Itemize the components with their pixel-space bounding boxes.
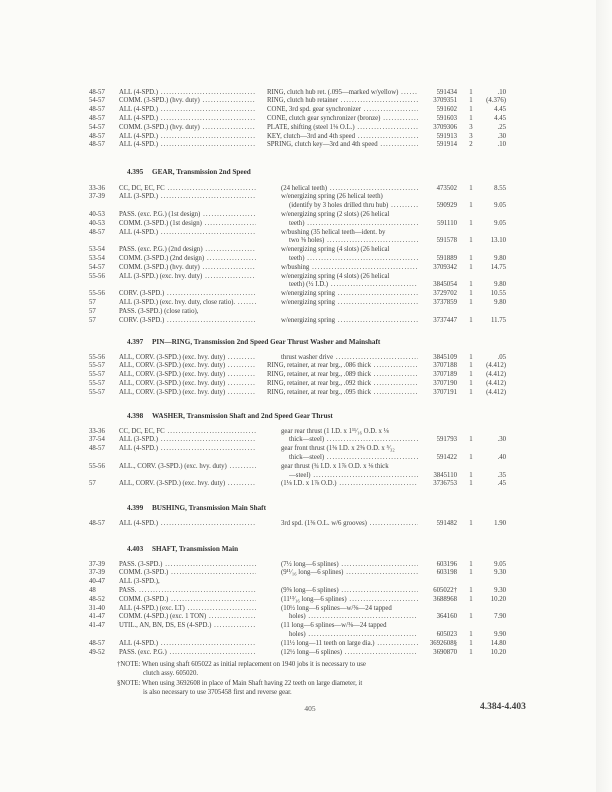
part-row bbox=[0, 577, 612, 586]
model-years: 54-57 bbox=[89, 123, 105, 131]
part-description: (12½ long—6 splines) ..... bbox=[281, 648, 418, 657]
part-description: CONE, 3rd spd. gear synchronizer ..... bbox=[267, 105, 418, 114]
part-number: 364160 bbox=[436, 613, 457, 621]
model-applicability: CC, DC, EC, FC ..... bbox=[119, 184, 256, 193]
part-description: KEY, clutch—3rd and 4th speed ..... bbox=[267, 132, 418, 141]
part-number: 591914 bbox=[436, 141, 457, 149]
part-row bbox=[0, 612, 612, 621]
part-description: (11 long—6 splines—w/⅜—24 tapped bbox=[281, 622, 387, 630]
model-years: 48-57 bbox=[89, 519, 105, 527]
part-row bbox=[0, 586, 612, 595]
model-applicability: ALL (4-SPD.) ..... bbox=[119, 114, 256, 123]
part-number: 605023 bbox=[436, 630, 457, 638]
price: (4.412) bbox=[486, 388, 506, 396]
model-years: 37-54 bbox=[89, 436, 105, 444]
model-years: 49-52 bbox=[89, 648, 105, 656]
part-description: (10½ long—6 splines—w/⅜—24 tapped bbox=[281, 604, 392, 612]
quantity: 1 bbox=[469, 254, 473, 262]
price: .05 bbox=[497, 353, 506, 361]
page-number: 405 bbox=[304, 704, 316, 713]
model-applicability: PASS. (exc. P.G.) (1st design) ..... bbox=[119, 210, 256, 219]
part-row bbox=[0, 123, 612, 132]
model-applicability: COMM. (3-SPD.) (hvy. duty) ..... bbox=[119, 123, 256, 132]
part-description: gear thrust (¾ I.D. x 1⅞ O.D. x ⅛ thick bbox=[281, 462, 389, 470]
part-description: thrust washer drive ..... bbox=[281, 353, 418, 362]
part-row bbox=[0, 210, 612, 219]
model-years: 53-54 bbox=[89, 254, 105, 262]
model-applicability: ALL (3-SPD.) ..... bbox=[119, 192, 256, 201]
part-number: 591602 bbox=[436, 106, 457, 114]
model-applicability: PASS. (exc. P.G.) (2nd design) ..... bbox=[119, 245, 256, 254]
part-row bbox=[0, 444, 612, 453]
part-description: holes) ..... bbox=[289, 630, 418, 639]
model-applicability: ALL, CORV. (3-SPD.) (exc. hvy. duty) ..... bbox=[119, 379, 256, 388]
section-number: 4.395 bbox=[127, 168, 144, 176]
part-description: RING, retainer, at rear brg., .092 thick ..... bbox=[267, 379, 418, 388]
price: .30 bbox=[497, 436, 506, 444]
model-years: 55-57 bbox=[89, 379, 105, 387]
part-description: RING, clutch hub ret. (.095—marked w/yellow) ..... bbox=[267, 88, 418, 97]
part-number: 3845110 bbox=[433, 471, 457, 479]
quantity: 1 bbox=[469, 560, 473, 568]
quantity: 1 bbox=[469, 613, 473, 621]
part-row bbox=[0, 453, 612, 462]
part-row bbox=[0, 427, 612, 436]
part-number: 605022† bbox=[433, 586, 457, 594]
part-row bbox=[0, 298, 612, 307]
model-applicability: COMM. (3-SPD.) ..... bbox=[119, 568, 256, 577]
model-applicability: CORV. (3-SPD.) ..... bbox=[119, 289, 256, 298]
section-title: BUSHING, Transmission Main Shaft bbox=[152, 504, 266, 512]
model-years: 57 bbox=[89, 298, 96, 306]
part-row bbox=[0, 361, 612, 370]
part-row bbox=[0, 353, 612, 362]
part-row bbox=[0, 316, 612, 325]
part-number: 3709342 bbox=[433, 263, 457, 271]
part-row bbox=[0, 201, 612, 210]
model-applicability: PASS. (3-SPD.) ..... bbox=[119, 560, 256, 569]
part-row bbox=[0, 228, 612, 237]
part-row bbox=[0, 88, 612, 97]
price: .10 bbox=[497, 88, 506, 96]
model-applicability: COMM. (4-SPD.) (exc. 1 TON) ..... bbox=[119, 612, 256, 621]
model-applicability: COMM. (3-SPD.) ..... bbox=[119, 595, 256, 604]
part-row bbox=[0, 307, 612, 316]
price: (4.376) bbox=[486, 97, 506, 105]
model-years: 37-39 bbox=[89, 193, 105, 201]
part-description: (9⅝ long—6 splines) ..... bbox=[281, 586, 418, 595]
model-applicability: PASS. (3-SPD.) (close ratio), bbox=[119, 307, 199, 315]
part-description: gear rear thrust (1 I.D. x 1¹¹⁄₁₆ O.D. x ⅛ bbox=[281, 427, 389, 435]
model-applicability: ALL., CORV. (3-SPD.) (exc. hvy. duty) ..... bbox=[119, 462, 256, 471]
model-years: 55-56 bbox=[89, 290, 105, 298]
quantity: 1 bbox=[469, 569, 473, 577]
part-description: RING, retainer, at rear brg., .095 thick ..... bbox=[267, 388, 418, 397]
quantity: 1 bbox=[469, 436, 473, 444]
part-number: 3690870 bbox=[433, 648, 457, 656]
model-applicability: COMM. (3-SPD.) (1st design) ..... bbox=[119, 219, 256, 228]
quantity: 1 bbox=[469, 281, 473, 289]
model-applicability: ALL, CORV. (3-SPD.) (exc. hvy. duty) ..... bbox=[119, 353, 256, 362]
model-years: 31-40 bbox=[89, 604, 105, 612]
model-applicability: ALL, CORV. (3-SPD.) (exc. hvy. duty) ..... bbox=[119, 388, 256, 397]
price: .25 bbox=[497, 123, 506, 131]
part-description: (9¹¹⁄₁₆ long—6 splines) ..... bbox=[281, 568, 418, 577]
part-row bbox=[0, 272, 612, 281]
part-number: 3707191 bbox=[433, 388, 457, 396]
part-row bbox=[0, 289, 612, 298]
model-years: 48-57 bbox=[89, 106, 105, 114]
model-applicability: ALL (4-SPD.) ..... bbox=[119, 132, 256, 141]
quantity: 1 bbox=[469, 202, 473, 210]
part-description: w/bushing (35 helical teeth—ident. by bbox=[281, 228, 386, 236]
model-years: 48-57 bbox=[89, 445, 105, 453]
model-years: 48-57 bbox=[89, 141, 105, 149]
price: 9.80 bbox=[494, 254, 506, 262]
model-applicability: ALL (4-SPD.) ..... bbox=[119, 639, 256, 648]
section-number: 4.399 bbox=[127, 504, 144, 512]
part-number: 591110 bbox=[437, 219, 457, 227]
section-title: GEAR, Transmission 2nd Speed bbox=[152, 168, 251, 176]
price: (4.412) bbox=[486, 362, 506, 370]
model-years: 55-56 bbox=[89, 462, 105, 470]
model-years: 57 bbox=[89, 307, 96, 315]
part-number: 603196 bbox=[436, 560, 457, 568]
part-description: (identify by 3 holes drilled thru hub) ..... bbox=[289, 201, 418, 210]
part-number: 591889 bbox=[436, 254, 457, 262]
part-description: 3rd spd. (1⅜ O.L. w/6 grooves) ..... bbox=[281, 519, 418, 528]
part-row bbox=[0, 479, 612, 488]
quantity: 3 bbox=[469, 123, 473, 131]
part-row bbox=[0, 254, 612, 263]
part-description: w/energizing spring ..... bbox=[281, 316, 418, 325]
model-years: 40-53 bbox=[89, 219, 105, 227]
price: .10 bbox=[497, 141, 506, 149]
model-applicability: PASS. ..... bbox=[119, 586, 256, 595]
price: 9.80 bbox=[494, 298, 506, 306]
part-number: 3692608§ bbox=[429, 639, 457, 647]
part-description: w/energizing spring ..... bbox=[281, 298, 418, 307]
part-number: 3729702 bbox=[433, 290, 457, 298]
part-row bbox=[0, 280, 612, 289]
part-description: CONE, clutch gear synchronizer (bronze) ..... bbox=[267, 114, 418, 123]
part-description: two ⅝ holes) ..... bbox=[289, 236, 418, 245]
part-number: 591913 bbox=[436, 132, 457, 140]
quantity: 1 bbox=[469, 388, 473, 396]
section-range: 4.384-4.403 bbox=[480, 702, 526, 712]
part-description: RING, clutch hub retainer ..... bbox=[267, 96, 418, 105]
price: 9.05 bbox=[494, 560, 506, 568]
part-number: 590929 bbox=[436, 202, 457, 210]
part-description: thick—steel) ..... bbox=[289, 435, 418, 444]
part-number: 3845054 bbox=[433, 281, 457, 289]
part-number: 3709306 bbox=[433, 123, 457, 131]
section-number: 4.397 bbox=[127, 338, 144, 346]
model-years: 57 bbox=[89, 480, 96, 488]
model-applicability: ALL, CORV. (3-SPD.) (exc. hvy. duty) ..... bbox=[119, 370, 256, 379]
price: 13.10 bbox=[490, 237, 506, 245]
model-applicability: PASS. (exc. P.G.) ..... bbox=[119, 648, 256, 657]
model-years: 54-57 bbox=[89, 263, 105, 271]
model-years: 33-36 bbox=[89, 427, 105, 435]
quantity: 2 bbox=[469, 141, 473, 149]
part-description: RING, retainer, at rear brg., .089 thick ..... bbox=[267, 370, 418, 379]
part-description: teeth) (½ I.D.) ..... bbox=[289, 280, 418, 289]
part-row bbox=[0, 435, 612, 444]
price: .30 bbox=[497, 132, 506, 140]
quantity: 1 bbox=[469, 88, 473, 96]
part-row bbox=[0, 105, 612, 114]
quantity: 1 bbox=[469, 219, 473, 227]
model-applicability: ALL (3-SPD.) (exc. hvy. duty, close ratio). ..... bbox=[119, 298, 256, 307]
model-applicability: ALL (4-SPD.) ..... bbox=[119, 88, 256, 97]
part-row bbox=[0, 648, 612, 657]
part-number: 3707189 bbox=[433, 371, 457, 379]
part-description: (11¹³⁄₁₆ long—6 splines) ..... bbox=[281, 595, 418, 604]
price: 1.90 bbox=[494, 519, 506, 527]
part-row bbox=[0, 630, 612, 639]
part-row bbox=[0, 114, 612, 123]
quantity: 1 bbox=[469, 453, 473, 461]
part-description: —steel) ..... bbox=[289, 471, 418, 480]
model-applicability: ALL (3-SPD.) (exc. hvy. duty) ..... bbox=[119, 272, 256, 281]
model-applicability: ALL (4-SPD.) (exc. LT) ..... bbox=[119, 604, 256, 613]
part-row bbox=[0, 388, 612, 397]
part-description: w/bushing ..... bbox=[281, 263, 418, 272]
price: .40 bbox=[497, 453, 506, 461]
model-applicability: UTIL., AN, BN, DS, ES (4-SPD.) ..... bbox=[119, 621, 256, 630]
part-number: 3707188 bbox=[433, 362, 457, 370]
price: 7.90 bbox=[494, 613, 506, 621]
model-applicability: ALL (3-SPD.) ..... bbox=[119, 435, 256, 444]
model-years: 33-36 bbox=[89, 184, 105, 192]
part-row bbox=[0, 568, 612, 577]
part-row bbox=[0, 560, 612, 569]
quantity: 3 bbox=[469, 132, 473, 140]
part-description: w/energizing spring ..... bbox=[281, 289, 418, 298]
part-number: 3707190 bbox=[433, 379, 457, 387]
quantity: 1 bbox=[469, 184, 473, 192]
price: 9.90 bbox=[494, 630, 506, 638]
quantity: 1 bbox=[469, 316, 473, 324]
note-dagger-cont: clutch assy. 605020. bbox=[143, 670, 199, 677]
part-row bbox=[0, 471, 612, 480]
model-applicability: ALL (4-SPD.) ..... bbox=[119, 228, 256, 237]
price: 4.45 bbox=[494, 106, 506, 114]
part-row bbox=[0, 132, 612, 141]
part-description: gear front thrust (1⅜ I.D. x 2⅜ O.D. x ⁵⁄₃₂ bbox=[281, 445, 395, 453]
part-row bbox=[0, 96, 612, 105]
section-title: WASHER, Transmission Shaft and 2nd Speed Gear Thrust bbox=[152, 412, 333, 420]
quantity: 1 bbox=[469, 353, 473, 361]
part-row bbox=[0, 184, 612, 193]
price: 9.30 bbox=[494, 569, 506, 577]
quantity: 1 bbox=[469, 371, 473, 379]
part-row bbox=[0, 604, 612, 613]
part-number: 591578 bbox=[436, 237, 457, 245]
part-number: 591434 bbox=[436, 88, 457, 96]
part-description: (24 helical teeth) ..... bbox=[281, 184, 418, 193]
section-number: 4.398 bbox=[127, 412, 144, 420]
part-description: w/energizing spring (4 slots) (26 helical bbox=[281, 272, 390, 280]
part-description: teeth) ..... bbox=[289, 254, 418, 263]
part-description: holes) ..... bbox=[289, 612, 418, 621]
part-number: 473502 bbox=[436, 184, 457, 192]
part-number: 603198 bbox=[436, 569, 457, 577]
part-description: teeth) ..... bbox=[289, 219, 418, 228]
quantity: 1 bbox=[469, 379, 473, 387]
part-number: 3709351 bbox=[433, 97, 457, 105]
quantity: 1 bbox=[469, 237, 473, 245]
model-applicability: COMM. (3-SPD.) (hvy. duty) ..... bbox=[119, 96, 256, 105]
quantity: 1 bbox=[469, 97, 473, 105]
model-years: 54-57 bbox=[89, 97, 105, 105]
model-years: 55-57 bbox=[89, 362, 105, 370]
part-row bbox=[0, 462, 612, 471]
model-years: 41-47 bbox=[89, 622, 105, 630]
price: 9.05 bbox=[494, 219, 506, 227]
part-row bbox=[0, 236, 612, 245]
model-years: 37-39 bbox=[89, 569, 105, 577]
part-description: thick—steel) ..... bbox=[289, 453, 418, 462]
quantity: 1 bbox=[469, 290, 473, 298]
model-applicability: ALL (4-SPD.) ..... bbox=[119, 519, 256, 528]
model-years: 55-56 bbox=[89, 272, 105, 280]
model-applicability: ALL (3-SPD.), bbox=[119, 578, 160, 586]
part-row bbox=[0, 639, 612, 648]
model-years: 48-57 bbox=[89, 228, 105, 236]
quantity: 1 bbox=[469, 639, 473, 647]
model-years: 55-57 bbox=[89, 371, 105, 379]
part-number: 591422 bbox=[436, 453, 457, 461]
model-applicability: ALL (4-SPD.) ..... bbox=[119, 105, 256, 114]
price: 14.75 bbox=[490, 263, 506, 271]
model-years: 41-47 bbox=[89, 613, 105, 621]
part-row bbox=[0, 379, 612, 388]
part-row bbox=[0, 621, 612, 630]
model-years: 48 bbox=[89, 586, 96, 594]
model-applicability: ALL (4-SPD.) ..... bbox=[119, 140, 256, 149]
model-years: 53-54 bbox=[89, 246, 105, 254]
quantity: 1 bbox=[469, 519, 473, 527]
part-row bbox=[0, 595, 612, 604]
part-description: (7½ long—6 splines) ..... bbox=[281, 560, 418, 569]
part-description: w/energizing spring (4 slots) (26 helical bbox=[281, 246, 390, 254]
quantity: 1 bbox=[469, 263, 473, 271]
price: 9.30 bbox=[494, 586, 506, 594]
model-years: 48-57 bbox=[89, 639, 105, 647]
price: .45 bbox=[497, 480, 506, 488]
model-years: 48-57 bbox=[89, 88, 105, 96]
part-description: w/energizing spring (26 helical teeth) bbox=[281, 193, 383, 201]
part-number: 3688968 bbox=[433, 595, 457, 603]
model-applicability: CORV. (3-SPD.) ..... bbox=[119, 316, 256, 325]
price: 8.55 bbox=[494, 184, 506, 192]
part-row bbox=[0, 519, 612, 528]
part-description: PLATE, shifting (steel 1⅛ O.L.) ..... bbox=[267, 123, 418, 132]
quantity: 1 bbox=[469, 595, 473, 603]
model-applicability: ALL, CORV. (3-SPD.) (exc. hvy. duty) ..... bbox=[119, 361, 256, 370]
part-row bbox=[0, 219, 612, 228]
part-description: w/energizing spring (2 slots) (26 helical bbox=[281, 210, 390, 218]
part-description: (1⅛ I.D. x 1⅞ O.D.) ..... bbox=[281, 479, 418, 488]
part-row bbox=[0, 370, 612, 379]
model-years: 37-39 bbox=[89, 560, 105, 568]
model-applicability: COMM. (3-SPD.) (hvy. duty) ..... bbox=[119, 263, 256, 272]
quantity: 1 bbox=[469, 630, 473, 638]
note-section: §NOTE: When using 3692608 in place of Main Shaft having 22 teeth on large diameter, it bbox=[117, 680, 363, 687]
part-description: SPRING, clutch key—3rd and 4th speed ..... bbox=[267, 140, 418, 149]
quantity: 1 bbox=[469, 648, 473, 656]
part-number: 591793 bbox=[436, 436, 457, 444]
part-number: 3845109 bbox=[433, 353, 457, 361]
price: 11.75 bbox=[490, 316, 506, 324]
part-row bbox=[0, 263, 612, 272]
note-dagger: †NOTE: When using shaft 605022 as initial replacement on 1940 jobs it is necessary to use bbox=[117, 661, 366, 668]
model-years: 48-52 bbox=[89, 595, 105, 603]
part-number: 3737859 bbox=[433, 298, 457, 306]
model-applicability: CC, DC, EC, FC ..... bbox=[119, 427, 256, 436]
model-applicability: ALL, CORV. (3-SPD.) (exc. hvy. duty) ..... bbox=[119, 479, 256, 488]
quantity: 1 bbox=[469, 586, 473, 594]
quantity: 1 bbox=[469, 480, 473, 488]
quantity: 1 bbox=[469, 362, 473, 370]
quantity: 1 bbox=[469, 471, 473, 479]
part-number: 3736753 bbox=[433, 480, 457, 488]
price: 10.20 bbox=[490, 595, 506, 603]
section-number: 4.403 bbox=[127, 545, 144, 553]
quantity: 1 bbox=[469, 106, 473, 114]
model-years: 40-47 bbox=[89, 578, 105, 586]
price: (4.412) bbox=[486, 371, 506, 379]
model-years: 48-57 bbox=[89, 132, 105, 140]
price: 4.45 bbox=[494, 114, 506, 122]
part-row bbox=[0, 140, 612, 149]
price: (4.412) bbox=[486, 379, 506, 387]
part-number: 591482 bbox=[436, 519, 457, 527]
price: 10.55 bbox=[490, 290, 506, 298]
model-years: 55-56 bbox=[89, 353, 105, 361]
price: 9.80 bbox=[494, 281, 506, 289]
model-years: 40-53 bbox=[89, 210, 105, 218]
quantity: 1 bbox=[469, 114, 473, 122]
model-applicability: ALL (4-SPD.) ..... bbox=[119, 444, 256, 453]
price: 10.20 bbox=[490, 648, 506, 656]
quantity: 1 bbox=[469, 298, 473, 306]
section-title: SHAFT, Transmission Main bbox=[152, 545, 239, 553]
note-section-cont: is also necessary to use 3705458 first and reverse gear. bbox=[143, 689, 292, 696]
part-row bbox=[0, 192, 612, 201]
part-number: 3737447 bbox=[433, 316, 457, 324]
section-title: PIN—RING, Transmission 2nd Speed Gear Thrust Washer and Mainshaft bbox=[152, 338, 381, 346]
model-years: 48-57 bbox=[89, 114, 105, 122]
part-number: 591603 bbox=[436, 114, 457, 122]
model-years: 57 bbox=[89, 316, 96, 324]
price: .35 bbox=[497, 471, 506, 479]
part-description: (11½ long—11 teeth on large dia.) ..... bbox=[281, 639, 418, 648]
model-years: 55-57 bbox=[89, 388, 105, 396]
price: 14.80 bbox=[490, 639, 506, 647]
model-applicability: COMM. (3-SPD.) (2nd design) ..... bbox=[119, 254, 256, 263]
price: 9.05 bbox=[494, 202, 506, 210]
part-row bbox=[0, 245, 612, 254]
part-description: RING, retainer, at rear brg., .086 thick ..... bbox=[267, 361, 418, 370]
